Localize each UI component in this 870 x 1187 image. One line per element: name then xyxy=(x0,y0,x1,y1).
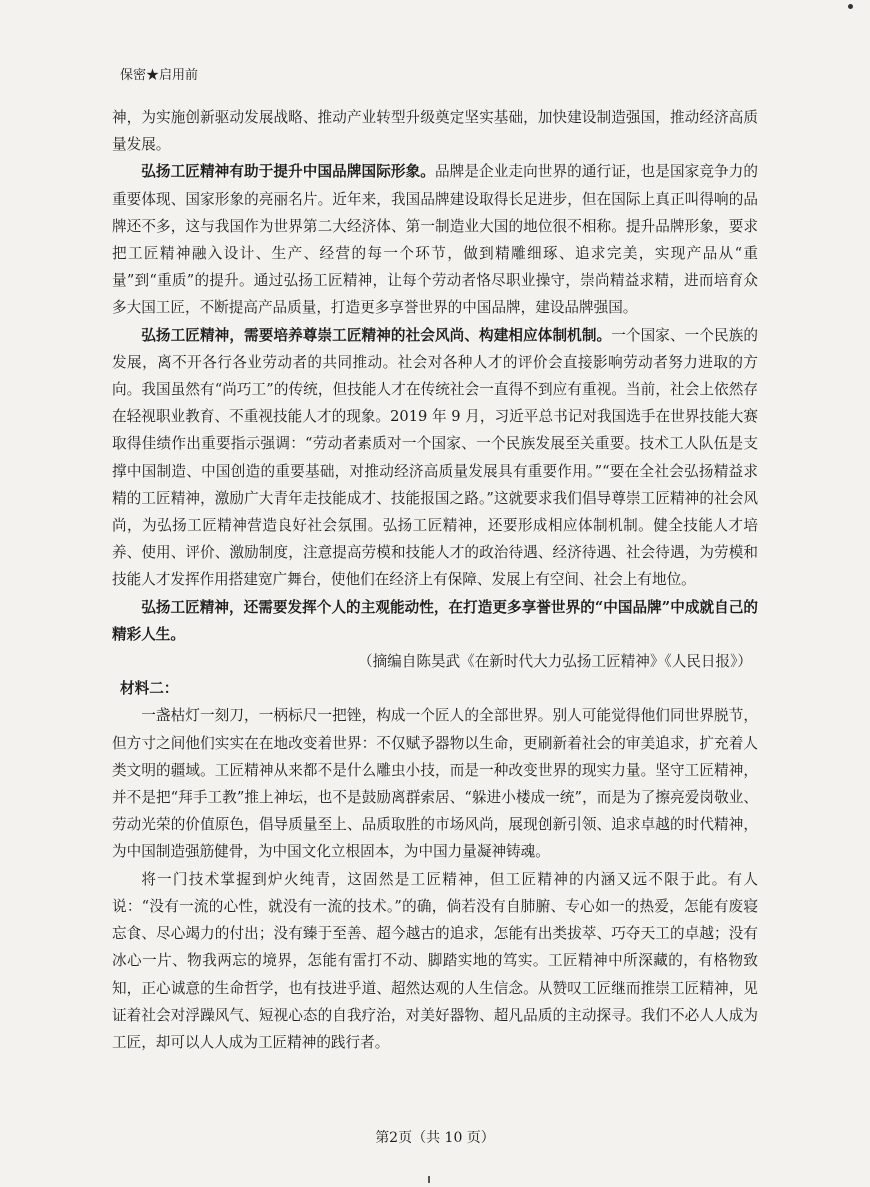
paragraph-3 xyxy=(112,322,758,594)
paragraph-4-lead: 弘扬工匠精神，还需要发挥个人的主观能动性，在打造更多享誉世界的“中国品牌”中成就自己的精彩人生。 xyxy=(112,598,758,643)
paragraph-6: 将一门技术掌握到炉火纯青，这固然是工匠精神，但工匠精神的内涵又远不限于此。有人说：“没有一流的心性，就没有一流的技术。”的确，倘若没有自肺腑、专心如一的热爱，怎能有废寝忘食、尽心竭力的付出；没有臻于至善、超今越古的追求，怎能有出类拔萃、巧夺天工的卓越；没有冰心一片、物我两忘的境界，怎能有雷打不动、脚踏实地的笃实。工匠精神中所深藏的，有格物致知，正心诚意的生命哲学，也有技进乎道、超然达观的人生信念。从赞叹工匠继而推崇工匠精神，见证着社会对浮躁风气、短视心态的自我疗治，对美好器物、超凡品质的主动探寻。我们不必人人成为工匠，却可以人人成为工匠精神的践行者。 xyxy=(112,870,758,1051)
section-2-title: 材料二： xyxy=(120,680,179,698)
article-body xyxy=(112,104,758,1056)
paragraph-4 xyxy=(112,594,758,648)
paragraph-3-lead: 弘扬工匠精神，需要培养尊崇工匠精神的社会风尚、构建相应体制机制。 xyxy=(141,326,612,344)
page-number: 第2页（共 10 页） xyxy=(375,1130,495,1146)
paragraph-2-lead: 弘扬工匠精神有助于提升中国品牌国际形象。 xyxy=(141,163,435,181)
paragraph-3-text: 一个国家、一个民族的发展，离不开各行各业劳动者的共同推动。社会对各种人才的评价会直接影响劳动者努力进取的方向。我国虽然有“尚巧工”的传统，但技能人才在传统社会一直得不到应有重视。当前，社会上依然存在轻视职业教育、不重视技能人才的现象。2019 年 9 月，习近平总书记对我国选手在世界技能大赛取得佳绩作出重要指示强调：“劳动者素质对一个国家、一个民族发展至关重要。技术工人队伍是支撑中国制造、中国创造的重要基础，对推动经济高质量发展具有重要作用。”“要在全社会弘扬精益求精的工匠精神，激励广大青年走技能成才、技能报国之路。”这就要求我们倡导尊崇工匠精神的社会风尚，为弘扬工匠精神营造良好社会氛围。弘扬工匠精神，还要形成相应体制机制。健全技能人才培养、使用、评价、激励制度，注意提高劳模和技能人才的政治待遇、经济待遇、社会待遇，为劳模和技能人才发挥作用搭建宽广舞台，使他们在经济上有保障、发展上有空间、社会上有地位。 xyxy=(112,326,758,589)
source-citation: （摘编自陈昊武《在新时代大力弘扬工匠精神》《人民日报》） xyxy=(357,653,752,671)
scan-mark xyxy=(428,1176,430,1183)
paragraph-5: 一盏枯灯一刻刀，一柄标尺一把锉，构成一个匠人的全部世界。别人可能觉得他们同世界脱节，但方寸之间他们实实在在地改变着世界：不仅赋予器物以生命，更刷新着社会的审美追求，扩充着人类文明的疆域。工匠精神从来都不是什么雕虫小技，而是一种改变世界的现实力量。坚守工匠精神，并不是把“拜手工教”推上神坛，也不是鼓励离群索居、“躲进小楼成一统”，而是为了擦亮爱岗敬业、劳动光荣的价值原色，倡导质量至上、品质取胜的市场风尚，展现创新引领、追求卓越的时代精神，为中国制造强筋健骨，为中国文化立根固本，为中国力量凝神铸魂。 xyxy=(112,707,758,861)
paragraph-2-text: 品牌是企业走向世界的通行证，也是国家竞争力的重要体现、国家形象的亮丽名片。近年来，我国品牌建设取得长足进步，但在国际上真正叫得响的品牌还不多，这与我国作为世界第二大经济体、第一制造业大国的地位很不相称。提升品牌形象，要求把工匠精神融入设计、生产、经营的每一个环节，做到精雕细琢、追求完美，实现产品从“重量”到“重质”的提升。通过弘扬工匠精神，让每个劳动者恪尽职业操守，崇尚精益求精，进而培育众多大国工匠，不断提高产品质量，打造更多享誉世界的中国品牌，建设品牌强国。 xyxy=(112,163,758,317)
paragraph-1: 神，为实施创新驱动发展战略、推动产业转型升级奠定坚实基础，加快建设制造强国，推动经济高质量发展。 xyxy=(112,109,758,154)
paragraph-2 xyxy=(112,158,758,321)
scan-speck xyxy=(848,4,853,9)
confidential-label: 保密★启用前 xyxy=(120,68,199,83)
